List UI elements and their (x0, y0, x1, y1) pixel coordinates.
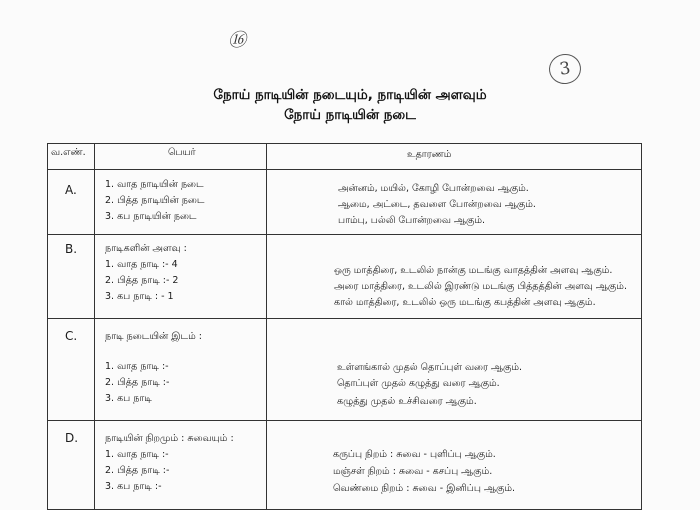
example-line: கால் மாத்திரை, உடலில் ஒரு மடங்கு கபத்தின் அளவு ஆகும். (334, 297, 596, 308)
example-line: கருப்பு நிறம் : சுவை - புளிப்பு ஆகும். (333, 449, 496, 460)
name-line: 1. வாத நாடி :- (105, 449, 169, 460)
name-line: நாடியின் நிறமும் : சுவையும் : (105, 433, 234, 444)
serial-cell (48, 421, 95, 510)
serial-cell (48, 235, 95, 319)
name-line: 3. கப நாடியின் நடை (105, 211, 197, 222)
name-cell (95, 170, 267, 235)
pulse-table (47, 143, 642, 510)
example-line: மஞ்சள் நிறம் : சுவை - கசப்பு ஆகும். (333, 466, 493, 477)
name-line: 2. பித்த நாடி :- 2 (105, 275, 179, 286)
name-line: 3. கப நாடி :- (105, 481, 162, 492)
name-line: 3. கப நாடி (105, 393, 152, 404)
name-cell (95, 319, 267, 421)
name-cell (95, 235, 267, 319)
name-line: 1. வாத நாடியின் நடை (105, 179, 204, 190)
serial-cell (48, 319, 95, 421)
example-cell (267, 170, 642, 235)
example-cell (267, 235, 642, 319)
example-line: வெண்மை நிறம் : சுவை - இனிப்பு ஆகும். (333, 483, 516, 494)
example-line: உள்ளங்கால் முதல் தொப்புள் வரை ஆகும். (337, 362, 523, 373)
name-line: 1. வாத நாடி :- 4 (105, 259, 178, 270)
serial-label: A. (65, 183, 77, 197)
example-line: அன்னம், மயில், கோழி போன்றவை ஆகும். (338, 183, 529, 194)
example-line: தொப்புள் முதல் கழுத்து வரை ஆகும். (337, 378, 500, 389)
serial-label: B. (65, 242, 78, 256)
name-line: 2. பித்த நாடியின் நடை (105, 195, 205, 206)
example-line: கழுத்து முதல் உச்சிவரை ஆகும். (337, 396, 477, 407)
name-cell (95, 421, 267, 510)
table-row (48, 421, 642, 510)
name-line: 2. பித்த நாடி :- (105, 465, 170, 476)
example-cell (267, 421, 642, 510)
serial-label: C. (65, 329, 78, 343)
page-mark: ⑯ (228, 30, 246, 51)
table-row (48, 235, 642, 319)
name-line: 3. கப நாடி : - 1 (105, 291, 174, 302)
example-line: அரை மாத்திரை, உடலில் இரண்டு மடங்கு பித்தத்தின் அளவு ஆகும். (334, 281, 627, 292)
header-name: பெயர் (95, 144, 267, 170)
table-header-row (48, 144, 642, 170)
header-serial: வ.எண். (48, 144, 95, 170)
document-subtitle: நோய் நாடியின் நடை (284, 107, 416, 123)
serial-cell (48, 170, 95, 235)
name-line: 2. பித்த நாடி :- (105, 377, 170, 388)
page-number (547, 52, 583, 86)
name-line: நாடி நடையின் இடம் : (105, 331, 202, 342)
table-row (48, 319, 642, 421)
header-example: உதாரணம் (267, 144, 642, 170)
document-title: நோய் நாடியின் நடையும், நாடியின் அளவும் (213, 87, 487, 103)
example-line: ஆமை, அட்டை, தவளை போன்றவை ஆகும். (338, 199, 536, 210)
serial-label: D. (65, 431, 79, 445)
page-number-text: 3 (558, 58, 572, 80)
example-line: ஒரு மாத்திரை, உடலில் நான்கு மடங்கு வாதத்தின் அளவு ஆகும். (334, 265, 613, 276)
example-line: பாம்பு, பல்லி போன்றவை ஆகும். (338, 215, 486, 226)
name-line: 1. வாத நாடி :- (105, 361, 169, 372)
name-line: நாடிகளின் அளவு : (105, 243, 187, 254)
table-row (48, 170, 642, 235)
example-cell (267, 319, 642, 421)
